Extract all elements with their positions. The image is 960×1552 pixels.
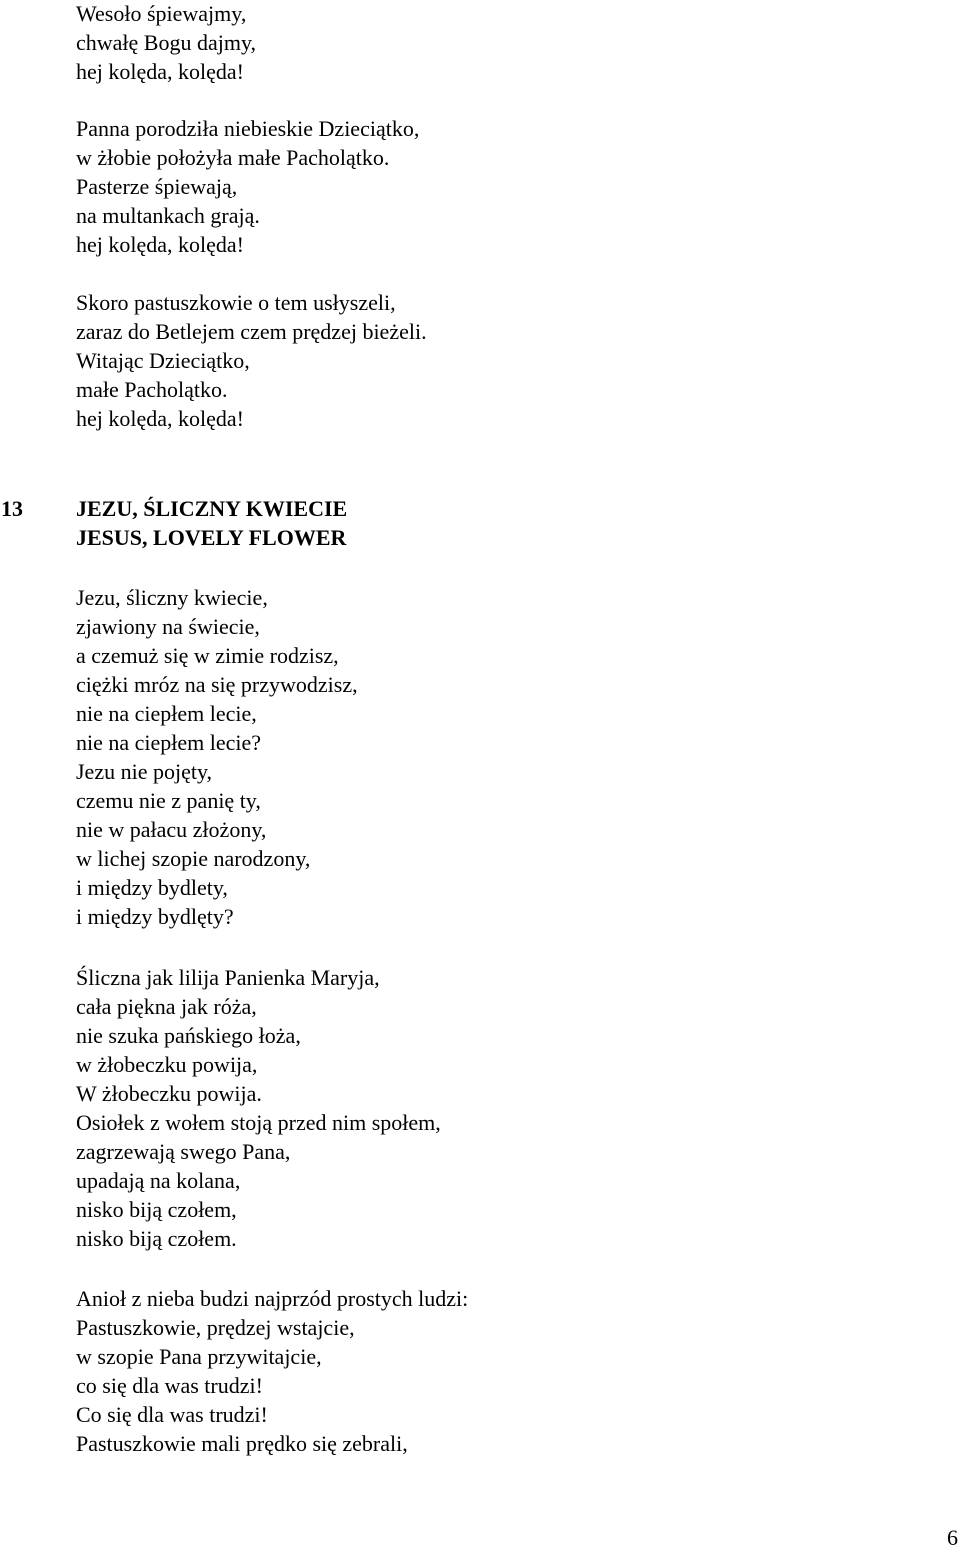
verse-line: a czemuż się w zimie rodzisz, [76,643,339,668]
verse-line: nie na ciepłem lecie, [76,701,257,726]
song-number: 13 [1,496,23,521]
verse-line: w lichej szopie narodzony, [76,846,311,871]
verse-line: chwałę Bogu dajmy, [76,30,257,55]
verse-line: Witając Dzieciątko, [76,348,250,373]
page-number: 6 [947,1525,958,1550]
verse-line: cała piękna jak róża, [76,994,257,1019]
verse-line: nie szuka pańskiego łoża, [76,1023,301,1048]
verse-line: Jezu nie pojęty, [76,759,213,784]
verse-line: ciężki mróz na się przywodzisz, [76,672,358,697]
verse-line: nie na ciepłem lecie? [76,730,262,755]
verse-line: w żłobie położyła małe Pacholątko. [76,145,390,170]
verse-line: hej kolęda, kolęda! [76,59,244,84]
verse-line: co się dla was trudzi! [76,1373,263,1398]
intro-stanza-2 [76,114,419,259]
verse-line: Śliczna jak lilija Panienka Maryja, [76,965,380,990]
verse-line: hej kolęda, kolęda! [76,406,244,431]
verse-line: Anioł z nieba budzi najprzód prostych ludzi: [76,1286,469,1311]
verse-line: nie w pałacu złożony, [76,817,267,842]
verse-line: Wesoło śpiewajmy, [76,1,247,26]
verse-line: Jezu, śliczny kwiecie, [76,585,268,610]
verse-line: zagrzewają swego Pana, [76,1139,291,1164]
verse-line: Pasterze śpiewają, [76,174,238,199]
verse-line: w szopie Pana przywitajcie, [76,1344,322,1369]
verse-line: Skoro pastuszkowie o tem usłyszeli, [76,290,396,315]
song-stanza-3 [76,1284,468,1458]
verse-line: w żłobeczku powija, [76,1052,258,1077]
song-title-polish: JEZU, ŚLICZNY KWIECIE [76,496,348,521]
verse-line: zjawiony na świecie, [76,614,260,639]
verse-line: upadają na kolana, [76,1168,241,1193]
verse-line: hej kolęda, kolęda! [76,232,244,257]
song-title-english: JESUS, LOVELY FLOWER [76,525,347,550]
verse-line: nisko biją czołem, [76,1197,237,1222]
verse-line: czemu nie z panię ty, [76,788,261,813]
intro-stanza-1 [76,0,256,86]
verse-line: Osiołek z wołem stoją przed nim społem, [76,1110,441,1135]
verse-line: na multankach grają. [76,203,260,228]
intro-stanza-3 [76,288,427,433]
verse-line: Panna porodziła niebieskie Dzieciątko, [76,116,420,141]
song-title [76,494,347,552]
verse-line: zaraz do Betlejem czem prędzej bieżeli. [76,319,427,344]
verse-line: i między bydlęty? [76,904,234,929]
verse-line: i między bydlety, [76,875,228,900]
song-stanza-2 [76,963,441,1253]
verse-line: W żłobeczku powija. [76,1081,262,1106]
verse-line: małe Pacholątko. [76,377,228,402]
verse-line: Pastuszkowie, prędzej wstajcie, [76,1315,355,1340]
verse-line: Pastuszkowie mali prędko się zebrali, [76,1431,408,1456]
verse-line: nisko biją czołem. [76,1226,237,1251]
verse-line: Co się dla was trudzi! [76,1402,268,1427]
song-stanza-1 [76,583,358,931]
